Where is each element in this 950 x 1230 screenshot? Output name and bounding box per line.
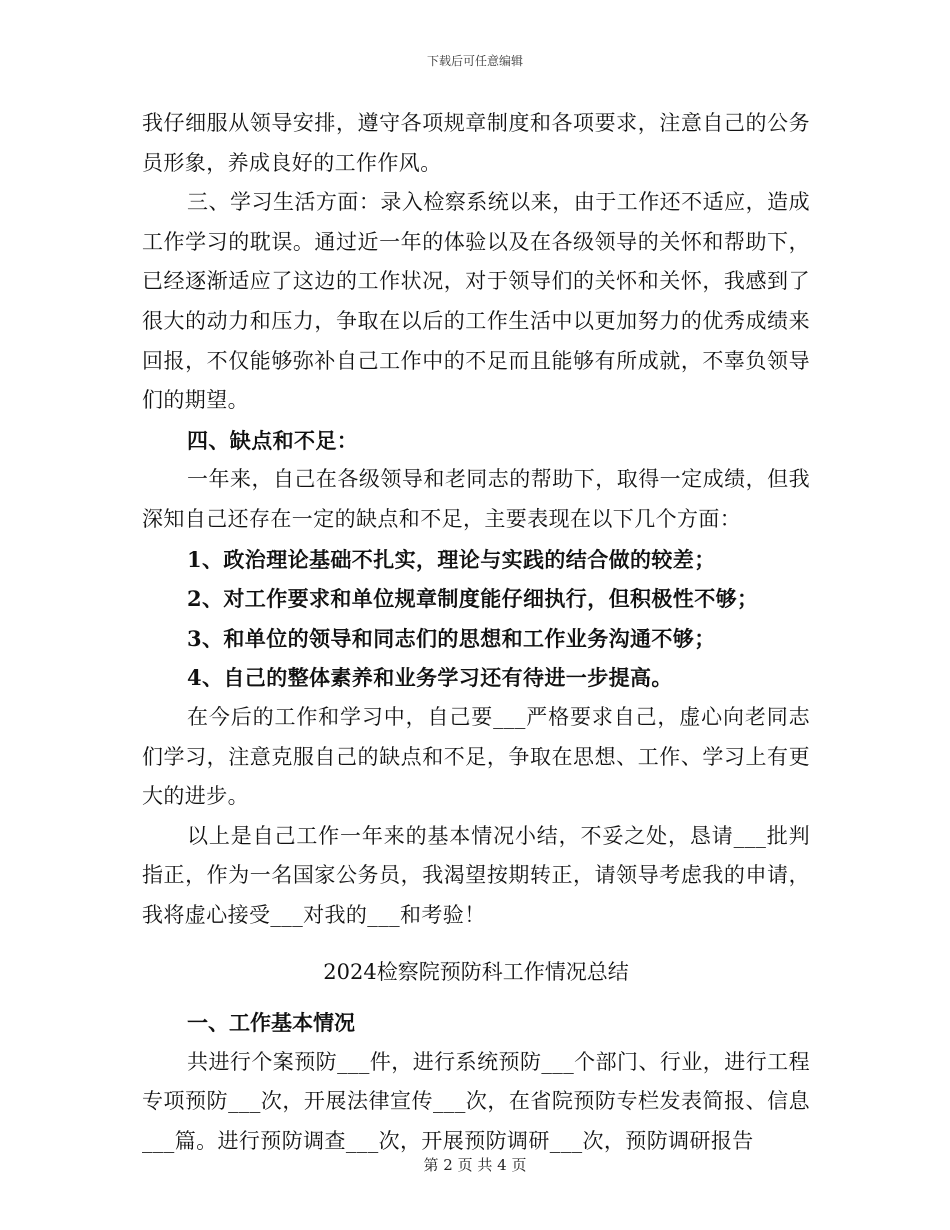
list-item-4: 4、自己的整体素养和业务学习还有待进一步提高。 xyxy=(187,665,673,691)
paragraph-study-life: 三、学习生活方面：录入检察系统以来，由于工作还不适应，造成工作学习的耽误。通过近一年的体验以及在各级领导的关怀和帮助下，已经逐渐适应了这边的工作状况，对于领导们的关怀和关怀，我感到了很大的动力和压力，争取在以后的工作生活中以更加努力的优秀成绩来回报，不仅能够弥补自己工作中的不足而且能够有所成就，不辜负领导们的期望。 xyxy=(142,190,810,413)
list-item-2: 2、对工作要求和单位规章制度能仔细执行，但积极性不够； xyxy=(187,586,759,612)
paragraph-shortcomings-intro: 一年来，自己在各级领导和老同志的帮助下，取得一定成绩，但我深知自己还存在一定的缺点和不足，主要表现在以下几个方面： xyxy=(142,467,810,531)
document-body xyxy=(142,104,810,1161)
section-heading-basic: 一、工作基本情况 xyxy=(187,1010,355,1036)
paragraph-conclusion: 以上是自己工作一年来的基本情况小结，不妥之处，恳请___批判指正，作为一名国家公务员，我渴望按期转正，请领导考虑我的申请，我将虚心接受___对我的___和考验！ xyxy=(142,823,810,927)
paragraph-future: 在今后的工作和学习中，自己要___严格要求自己，虚心向老同志们学习，注意克服自己的缺点和不足，争取在思想、工作、学习上有更大的进步。 xyxy=(142,704,810,809)
heading-shortcomings: 四、缺点和不足： xyxy=(187,427,359,453)
section-title: 2024检察院预防科工作情况总结 xyxy=(323,960,629,985)
paragraph-basic-situation: 共进行个案预防___件，进行系统预防___个部门、行业，进行工程专项预防___次，开展法律宣传___次，在省院预防专栏发表简报、信息___篇。进行预防调查___次，开展预防调研___次，预防调研报告 xyxy=(142,1049,810,1153)
list-item-3: 3、和单位的领导和同志们的思想和工作业务沟通不够； xyxy=(187,625,716,651)
paragraph-continued: 我仔细服从领导安排，遵守各项规章制度和各项要求，注意自己的公务员形象，养成良好的工作作风。 xyxy=(142,111,810,175)
list-item-1: 1、政治理论基础不扎实，理论与实践的结合做的较差； xyxy=(187,546,716,572)
page-header: 下载后可任意编辑 xyxy=(426,54,523,68)
page-footer: 第 2 页 共 4 页 xyxy=(423,1156,527,1174)
